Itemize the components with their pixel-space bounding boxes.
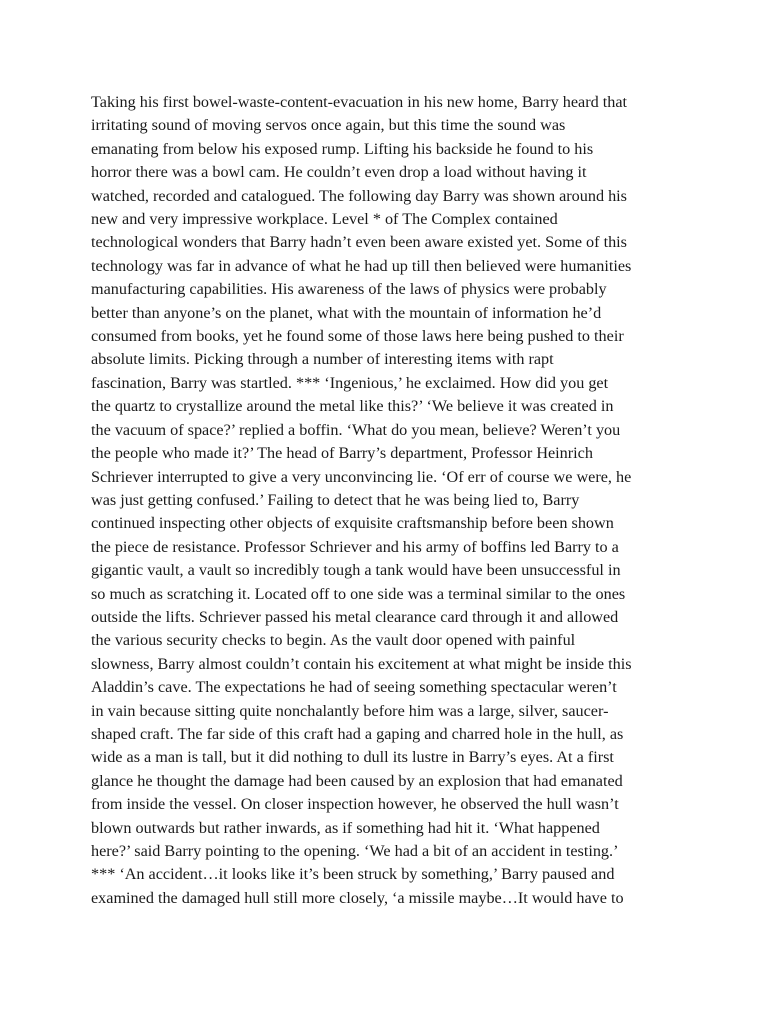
text-line: technological wonders that Barry hadn’t even been aware existed yet. Some of this bbox=[91, 233, 627, 252]
text-line: here?’ said Barry pointing to the opening. ‘We had a bit of an accident in testing.’ bbox=[91, 842, 619, 860]
text-line: shaped craft. The far side of this craft had a gaping and charred hole in the hull, as bbox=[91, 724, 624, 743]
text-line: Aladdin’s cave. The expectations he had of seeing something spectacular weren’t bbox=[91, 678, 617, 697]
text-line: the quartz to crystallize around the metal like this?’ ‘We believe it was created in bbox=[91, 397, 614, 416]
text-line: gigantic vault, a vault so incredibly tough a tank would have been unsuccessful in bbox=[91, 561, 621, 580]
text-line: manufacturing capabilities. His awareness of the laws of physics were probably bbox=[91, 280, 607, 299]
text-line: horror there was a bowl cam. He couldn’t even drop a load without having it bbox=[91, 163, 587, 182]
text-line: wide as a man is tall, but it did nothing to dull its lustre in Barry’s eyes. At a first bbox=[91, 748, 614, 767]
text-line: was just getting confused.’ Failing to detect that he was being lied to, Barry bbox=[91, 490, 580, 509]
body-text bbox=[91, 91, 691, 910]
text-line: Schriever interrupted to give a very unconvincing lie. ‘Of err of course we were, he bbox=[91, 467, 632, 486]
text-line: in vain because sitting quite nonchalantly before him was a large, silver, saucer- bbox=[91, 701, 609, 720]
text-line: continued inspecting other objects of exquisite craftsmanship before been shown bbox=[91, 514, 614, 533]
text-line: examined the damaged hull still more closely, ‘a missile maybe…It would have to bbox=[91, 888, 624, 907]
text-line: the vacuum of space?’ replied a boffin. ‘What do you mean, believe? Weren’t you bbox=[91, 420, 621, 439]
text-line: the piece de resistance. Professor Schriever and his army of boffins led Barry to a bbox=[91, 537, 619, 556]
text-line: fascination, Barry was startled. *** ‘Ingenious,’ he exclaimed. How did you get bbox=[91, 373, 609, 392]
text-line: new and very impressive workplace. Level * of The Complex contained bbox=[91, 210, 558, 229]
text-line: outside the lifts. Schriever passed his metal clearance card through it and allowed bbox=[91, 607, 619, 626]
text-line: slowness, Barry almost couldn’t contain his excitement at what might be inside this bbox=[91, 654, 632, 673]
text-line: technology was far in advance of what he had up till then believed were humanities bbox=[91, 256, 632, 275]
text-line: so much as scratching it. Located off to one side was a terminal similar to the ones bbox=[91, 584, 626, 603]
text-line: absolute limits. Picking through a number of interesting items with rapt bbox=[91, 350, 554, 369]
text-line: *** ‘An accident…it looks like it’s been struck by something,’ Barry paused and bbox=[91, 865, 615, 884]
text-line: the people who made it?’ The head of Barry’s department, Professor Heinrich bbox=[91, 444, 593, 463]
text-line: watched, recorded and catalogued. The following day Barry was shown around his bbox=[91, 186, 627, 205]
text-line: the various security checks to begin. As the vault door opened with painful bbox=[91, 631, 576, 650]
text-line: irritating sound of moving servos once again, but this time the sound was bbox=[91, 116, 566, 135]
text-line: from inside the vessel. On closer inspection however, he observed the hull wasn’t bbox=[91, 795, 619, 814]
text-line: emanating from below his exposed rump. Lifting his backside he found to his bbox=[91, 139, 594, 158]
text-line: glance he thought the damage had been caused by an explosion that had emanated bbox=[91, 771, 623, 790]
text-line: blown outwards but rather inwards, as if something had hit it. ‘What happened bbox=[91, 818, 600, 837]
text-line: better than anyone’s on the planet, what with the mountain of information he’d bbox=[91, 303, 602, 322]
text-line: Taking his first bowel-waste-content-evacuation in his new home, Barry heard that bbox=[91, 93, 628, 111]
text-line: consumed from books, yet he found some of those laws here being pushed to their bbox=[91, 327, 624, 346]
